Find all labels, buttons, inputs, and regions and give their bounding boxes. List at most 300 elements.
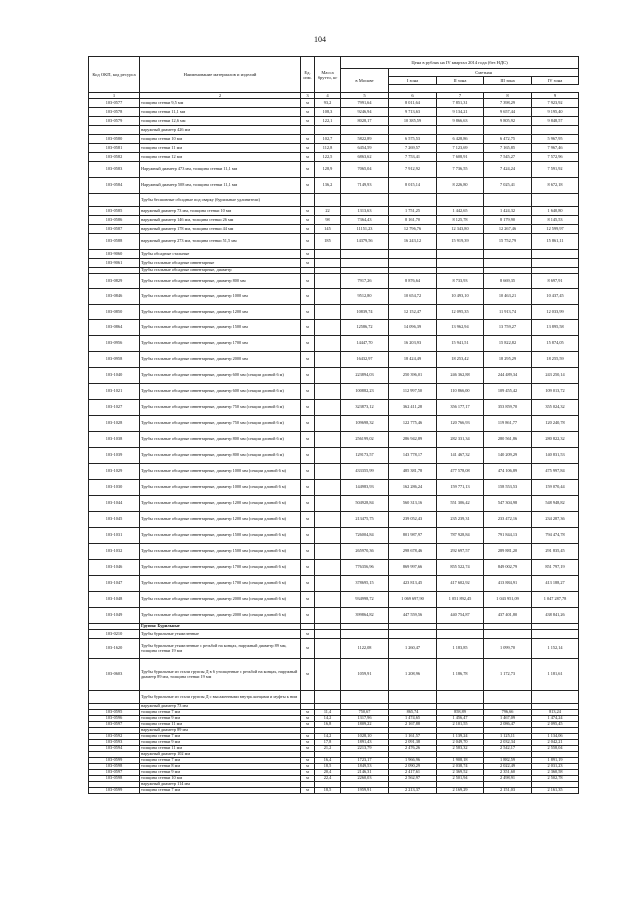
price-zone-4: 8 697,91 [532, 274, 579, 289]
row-mass: 122,5 [315, 153, 341, 162]
price-zone-4: 475 997,84 [532, 464, 579, 480]
price-zone-4 [532, 194, 579, 207]
col-number: 3 [301, 93, 315, 99]
price-moscow: 223894,03 [341, 368, 389, 384]
row-unit: м [301, 480, 315, 496]
price-zone-3: 474 106,89 [484, 464, 532, 480]
price-zone-4: 2 360,58 [532, 770, 579, 776]
price-moscow: 2260,03 [341, 776, 389, 782]
header-zones-caption: Сметная [389, 69, 579, 77]
row-mass: 21,2 [315, 746, 341, 752]
price-moscow: 1809,22 [341, 722, 389, 728]
price-zone-1: 7 753,41 [389, 153, 437, 162]
price-zone-3: 8 179,90 [484, 216, 532, 225]
price-zone-3: 6 472,75 [484, 135, 532, 144]
row-name: Трубы стальные обсадные инвентарные, диаметр 2000 мм [140, 352, 301, 368]
price-moscow: 10839,74 [341, 305, 389, 320]
price-moscow: 776356,96 [341, 560, 389, 576]
price-moscow: 2213,79 [341, 746, 389, 752]
price-zone-3: 2 151,03 [484, 788, 532, 794]
price-zone-2: 15 941,51 [437, 336, 484, 352]
row-code: 103-9061 [89, 259, 140, 268]
row-name: Трубы стальные обсадные инвентарные, диаметр 1000 мм (секции длиной 6 м) [140, 480, 301, 496]
row-name: Трубы стальные обсадные инвентарные, диаметр 1200 мм (секции длиной 6 м) [140, 512, 301, 528]
header-zone: III зона [484, 77, 532, 85]
row-name: толщина стенки 11 мм [140, 746, 301, 752]
price-moscow: 9246,94 [341, 108, 389, 117]
row-code: 103-1030 [89, 480, 140, 496]
price-zone-1: 2 417,61 [389, 770, 437, 776]
row-code: 103-1049 [89, 608, 140, 624]
row-mass: 102,7 [315, 135, 341, 144]
price-zone-2: 282 331,34 [437, 432, 484, 448]
price-zone-4: 1 640,80 [532, 207, 579, 216]
price-zone-4: 9 195,40 [532, 108, 579, 117]
row-mass: 93,2 [315, 99, 341, 108]
row-name: толщина стенки 9 мм [140, 716, 301, 722]
price-zone-4 [532, 126, 579, 135]
row-unit: м [301, 99, 315, 108]
price-zone-3: 7 424,24 [484, 162, 532, 178]
row-unit: м [301, 448, 315, 464]
row-unit: м [301, 764, 315, 770]
table-row [89, 194, 579, 207]
price-zone-4 [532, 250, 579, 259]
row-code: 103-1038 [89, 432, 140, 448]
row-code: 103-0596 [89, 716, 140, 722]
price-zone-3: 1 424,32 [484, 207, 532, 216]
row-code: 103-0595 [89, 710, 140, 716]
price-zone-1: 286 942,89 [389, 432, 437, 448]
price-moscow: 433355,99 [341, 464, 389, 480]
price-zone-3: 13 759,27 [484, 320, 532, 336]
row-name: Трубы бурильные утяжеленные с резьбой на концах, наружный диаметр 89 мм, толщина стенки 19 мм [140, 639, 301, 659]
price-zone-4: 1 181,61 [532, 659, 579, 691]
price-zone-4: 413 188,27 [532, 576, 579, 592]
price-zone-4: 2 042,21 [532, 740, 579, 746]
row-code [89, 691, 140, 704]
table-row [89, 639, 579, 659]
table-row [89, 432, 579, 448]
row-mass: 22 [315, 207, 341, 216]
price-zone-4: 159 070,44 [532, 480, 579, 496]
row-unit: м [301, 544, 315, 560]
table-row [89, 576, 579, 592]
row-mass [315, 608, 341, 624]
price-zone-1: 1 208,96 [389, 659, 437, 691]
price-moscow: 100882,23 [341, 384, 389, 400]
row-name: толщина стенки 9 мм [140, 740, 301, 746]
table-row [89, 496, 579, 512]
row-unit: м [301, 274, 315, 289]
price-zone-1: 2 213,37 [389, 788, 437, 794]
price-zone-2: 120 766,93 [437, 416, 484, 432]
row-name: Группа: Бурильные [140, 624, 301, 630]
price-zone-3: 233 472,16 [484, 512, 532, 528]
price-moscow: 129173,57 [341, 448, 389, 464]
price-zone-1: 1 161,57 [389, 734, 437, 740]
row-code: 103-0577 [89, 99, 140, 108]
row-name: наружный диаметр 146 мм, толщина стенки 26 мм [140, 216, 301, 225]
price-zone-1 [389, 126, 437, 135]
row-code: 103-1021 [89, 384, 140, 400]
row-mass: 128,9 [315, 162, 341, 178]
row-unit: м [301, 592, 315, 608]
table-row [89, 659, 579, 691]
row-mass [315, 512, 341, 528]
price-zone-1: 8 015,14 [389, 178, 437, 194]
row-name: Наружный диаметр 508 мм, толщина стенки 11,1 мм [140, 178, 301, 194]
price-zone-2 [437, 126, 484, 135]
price-zone-1: 2 476,26 [389, 746, 437, 752]
row-code: 103-1620 [89, 639, 140, 659]
price-zone-3: 289 881,20 [484, 544, 532, 560]
row-unit: м [301, 153, 315, 162]
row-code: 103-0592 [89, 734, 140, 740]
row-code: 103-1029 [89, 464, 140, 480]
price-zone-3: 18 295,29 [484, 352, 532, 368]
price-zone-1: 8 876,64 [389, 274, 437, 289]
row-name: Трубы стальные обсадные инвентарные, диаметр 2000 мм (секции длиной 6 м) [140, 608, 301, 624]
price-zone-2: 787 928,84 [437, 528, 484, 544]
table-row [89, 144, 579, 153]
row-name: толщина стенки 9,5 мм [140, 99, 301, 108]
row-code: 103-1045 [89, 512, 140, 528]
row-name: толщина стенки 11 мм [140, 144, 301, 153]
price-moscow: 5822,89 [341, 135, 389, 144]
row-mass [315, 560, 341, 576]
row-mass [315, 639, 341, 659]
price-zone-2: 417 602,92 [437, 576, 484, 592]
price-zone-3 [484, 691, 532, 704]
price-zone-3: 7 398,29 [484, 99, 532, 108]
price-zone-3: 280 561,86 [484, 432, 532, 448]
price-zone-2: 2 501,94 [437, 776, 484, 782]
row-unit [301, 194, 315, 207]
row-code: 103-0603 [89, 659, 140, 691]
row-code: 103-0594 [89, 746, 140, 752]
price-zone-2: 8 226,80 [437, 178, 484, 194]
row-code: 103-0582 [89, 153, 140, 162]
price-zone-2: 246 362,88 [437, 368, 484, 384]
row-code: 103-1039 [89, 448, 140, 464]
price-zone-3: 158 553,53 [484, 480, 532, 496]
price-zone-3: 7 025,41 [484, 178, 532, 194]
row-name: Трубы стальные обсадные инвентарные, диаметр 1200 мм [140, 305, 301, 320]
row-unit: м [301, 432, 315, 448]
row-mass: 18,5 [315, 788, 341, 794]
row-unit: м [301, 576, 315, 592]
price-zone-3 [484, 194, 532, 207]
price-moscow: 2146,31 [341, 770, 389, 776]
table-row [89, 135, 579, 144]
row-unit: м [301, 512, 315, 528]
row-unit [301, 126, 315, 135]
row-mass [315, 320, 341, 336]
price-zone-3: 1 125,11 [484, 734, 532, 740]
price-zone-1 [389, 194, 437, 207]
table-row [89, 528, 579, 544]
price-zone-3: 1 043 951,09 [484, 592, 532, 608]
row-mass: 145 [315, 225, 341, 234]
row-code: 103-0956 [89, 336, 140, 352]
table-body [89, 99, 579, 794]
row-unit: м [301, 630, 315, 639]
price-zone-4 [532, 691, 579, 704]
price-zone-4: 12 033,99 [532, 305, 579, 320]
price-moscow: 378695,15 [341, 576, 389, 592]
price-zone-4: 8 672,18 [532, 178, 579, 194]
row-name: Трубы бурильные из стали группы Д в 6 утолщенные с резьбой на концах, наружный диаметр 89 мм, толщина стенки 19 мм [140, 659, 301, 691]
price-zone-4: 355 024,32 [532, 400, 579, 416]
table-row [89, 99, 579, 108]
table-row [89, 416, 579, 432]
price-zone-4 [532, 259, 579, 268]
price-zone-2: 440 754,87 [437, 608, 484, 624]
price-zone-1: 7 269,57 [389, 144, 437, 153]
price-zone-4: 1 474,24 [532, 716, 579, 722]
price-zone-2: 2 369,52 [437, 770, 484, 776]
row-code: 103-1040 [89, 368, 140, 384]
price-zone-1: 239 052,43 [389, 512, 437, 528]
row-code: 103-0579 [89, 117, 140, 126]
price-zone-2: 13 962,94 [437, 320, 484, 336]
row-mass [315, 368, 341, 384]
row-unit: м [301, 368, 315, 384]
price-moscow: 1849,53 [341, 764, 389, 770]
price-zone-2: 1 186,78 [437, 659, 484, 691]
row-name: Трубы стальные обсадные инвентарные, диаметр 1000 мм (секции длиной 6 м) [140, 464, 301, 480]
price-zone-1: 122 775,46 [389, 416, 437, 432]
table-row [89, 207, 579, 216]
row-name: толщина стенки 7 мм [140, 758, 301, 764]
price-zone-2: 9 866,63 [437, 117, 484, 126]
row-code: 103-0581 [89, 144, 140, 153]
row-unit: м [301, 352, 315, 368]
row-code: 103-1032 [89, 544, 140, 560]
row-unit: м [301, 135, 315, 144]
row-name: Трубы стальные обсадные инвентарные, диаметр 750 мм (секции длиной 6 м) [140, 400, 301, 416]
row-mass [315, 194, 341, 207]
price-zone-1: 560 313,16 [389, 496, 437, 512]
price-zone-2: 2 038,74 [437, 764, 484, 770]
price-zone-4: 10 437,45 [532, 289, 579, 305]
col-number: 6 [389, 93, 437, 99]
row-mass [315, 289, 341, 305]
price-table [88, 56, 579, 794]
price-zone-4 [532, 630, 579, 639]
row-name: толщина стенки 9 мм [140, 770, 301, 776]
row-name: наружный диаметр 178 мм, толщина стенки 44 мм [140, 225, 301, 234]
price-moscow: 323873,12 [341, 400, 389, 416]
row-mass [315, 336, 341, 352]
price-zone-3: 8 669,35 [484, 274, 532, 289]
table-row [89, 289, 579, 305]
price-zone-3: 1 172,73 [484, 659, 532, 691]
price-zone-3: 11 913,74 [484, 305, 532, 320]
table-row [89, 464, 579, 480]
row-mass [315, 384, 341, 400]
price-moscow: 6863,62 [341, 153, 389, 162]
price-zone-1: 18 424,49 [389, 352, 437, 368]
price-zone-2: 9 134,21 [437, 108, 484, 117]
price-zone-1 [389, 630, 437, 639]
price-zone-2: 235 239,31 [437, 512, 484, 528]
row-name: толщина стенки 7 мм [140, 788, 301, 794]
header-code: Код ОКП, код ресурса [89, 57, 140, 93]
row-unit: м [301, 320, 315, 336]
row-code: 103-0864 [89, 320, 140, 336]
price-zone-1: 2 562,97 [389, 776, 437, 782]
row-mass: 185 [315, 234, 341, 250]
price-zone-1: 485 381,78 [389, 464, 437, 480]
price-zone-1: 1 474,65 [389, 716, 437, 722]
price-moscow: 11151,23 [341, 225, 389, 234]
price-zone-2: 15 919,39 [437, 234, 484, 250]
price-moscow: 1317,96 [341, 716, 389, 722]
price-zone-3: 2 351,60 [484, 770, 532, 776]
price-zone-3 [484, 630, 532, 639]
price-zone-1: 2 091,38 [389, 740, 437, 746]
table-row [89, 512, 579, 528]
price-zone-3: 12 267,46 [484, 225, 532, 234]
price-zone-2: 1 051 892,45 [437, 592, 484, 608]
row-mass: 22,4 [315, 776, 341, 782]
price-zone-4: 2 095,45 [532, 722, 579, 728]
row-code: 103-9060 [89, 250, 140, 259]
price-zone-3: 796,66 [484, 710, 532, 716]
price-zone-4: 18 255,59 [532, 352, 579, 368]
price-zone-3: 15 752,79 [484, 234, 532, 250]
price-zone-2: 18 253,42 [437, 352, 484, 368]
row-mass [315, 126, 341, 135]
table-row [89, 225, 579, 234]
price-zone-1: 2 090,29 [389, 764, 437, 770]
price-zone-3: 109 455,42 [484, 384, 532, 400]
table-header [89, 57, 579, 99]
header-zone: IV зона [532, 77, 579, 85]
price-zone-3: 791 844,13 [484, 528, 532, 544]
price-moscow: 6454,59 [341, 144, 389, 153]
row-name: Трубы бесшовные обсадные под сварку (бурильные удлинители) [140, 194, 301, 207]
price-zone-1: 10 385,59 [389, 117, 437, 126]
price-zone-2: 356 177,17 [437, 400, 484, 416]
row-name: толщина стенки 10 мм [140, 135, 301, 144]
price-zone-3: 2 086,47 [484, 722, 532, 728]
row-mass [315, 576, 341, 592]
col-number: 8 [484, 93, 532, 99]
price-zone-3: 353 859,70 [484, 400, 532, 416]
col-number: 5 [341, 93, 389, 99]
row-unit: м [301, 234, 315, 250]
price-moscow [341, 250, 389, 259]
price-moscow: 934998,72 [341, 592, 389, 608]
row-mass [315, 659, 341, 691]
row-code: 103-1047 [89, 576, 140, 592]
price-zone-1: 1 751,25 [389, 207, 437, 216]
row-unit: м [301, 560, 315, 576]
row-unit: м [301, 788, 315, 794]
price-moscow: 213475,75 [341, 512, 389, 528]
row-mass [315, 432, 341, 448]
price-zone-2: 292 697,57 [437, 544, 484, 560]
price-zone-1: 143 778,17 [389, 448, 437, 464]
price-zone-4: 7 923,92 [532, 99, 579, 108]
table-row [89, 400, 579, 416]
price-zone-4: 7 967,46 [532, 144, 579, 153]
price-zone-2 [437, 194, 484, 207]
table-row [89, 259, 579, 268]
row-name: Трубы стальные обсадные инвентарные, диаметр [140, 268, 301, 274]
header-moscow: в Москве [341, 69, 389, 93]
row-unit: м [301, 722, 315, 728]
price-moscow [341, 126, 389, 135]
price-zone-2: 10 493,10 [437, 289, 484, 305]
price-zone-1: 1 966,96 [389, 758, 437, 764]
row-code: 103-0829 [89, 274, 140, 289]
row-mass [315, 544, 341, 560]
row-unit: м [301, 716, 315, 722]
price-zone-2: 7 123,69 [437, 144, 484, 153]
table-row [89, 448, 579, 464]
row-code: 103-0587 [89, 225, 140, 234]
price-zone-2: 8 125,78 [437, 216, 484, 225]
table-row [89, 368, 579, 384]
row-unit: м [301, 659, 315, 691]
row-name: Трубы стальные обсадные инвентарные, диаметр 800 мм [140, 274, 301, 289]
row-name: Трубы стальные обсадные инвентарные, диаметр 800 мм (секции длиной 6 м) [140, 432, 301, 448]
row-code: 103-0210 [89, 630, 140, 639]
row-unit: м [301, 384, 315, 400]
price-zone-4: 7 572,96 [532, 153, 579, 162]
price-zone-1 [389, 250, 437, 259]
row-mass [315, 691, 341, 704]
price-zone-3: 7 545,27 [484, 153, 532, 162]
price-moscow: 14379,56 [341, 234, 389, 250]
price-moscow: 399864,82 [341, 608, 389, 624]
price-zone-3: 2 542,17 [484, 746, 532, 752]
price-zone-3: 15 822,82 [484, 336, 532, 352]
price-zone-3: 7 165,85 [484, 144, 532, 153]
price-zone-1: 2 167,88 [389, 722, 437, 728]
row-mass [315, 528, 341, 544]
price-zone-4: 548 948,82 [532, 496, 579, 512]
table-row [89, 234, 579, 250]
price-moscow: 144983,93 [341, 480, 389, 496]
price-zone-3: 849 002,79 [484, 560, 532, 576]
price-zone-4: 12 599,97 [532, 225, 579, 234]
row-mass: 136,2 [315, 178, 341, 194]
row-unit: м [301, 740, 315, 746]
row-name: Трубы стальные обсадные инвентарные, диаметр 600 мм (секции длиной 6 м) [140, 384, 301, 400]
row-mass [315, 352, 341, 368]
price-zone-2: 1 139,24 [437, 734, 484, 740]
row-name: Трубы стальные обсадные инвентарные, диаметр 800 мм (секции длиной 6 м) [140, 448, 301, 464]
row-name: наружный диаметр 426 мм [140, 126, 301, 135]
price-moscow: 109698,32 [341, 416, 389, 432]
price-zone-4: 243 250,14 [532, 368, 579, 384]
table-row [89, 178, 579, 194]
table-row [89, 691, 579, 704]
row-code: 103-0850 [89, 305, 140, 320]
row-code: 103-0598 [89, 764, 140, 770]
row-unit: м [301, 746, 315, 752]
row-mass [315, 259, 341, 268]
price-zone-1: 7 912,92 [389, 162, 437, 178]
row-name: Трубы стальные обсадные инвентарные [140, 259, 301, 268]
price-zone-4: 7 591,92 [532, 162, 579, 178]
price-zone-4: 1 047 287,78 [532, 592, 579, 608]
